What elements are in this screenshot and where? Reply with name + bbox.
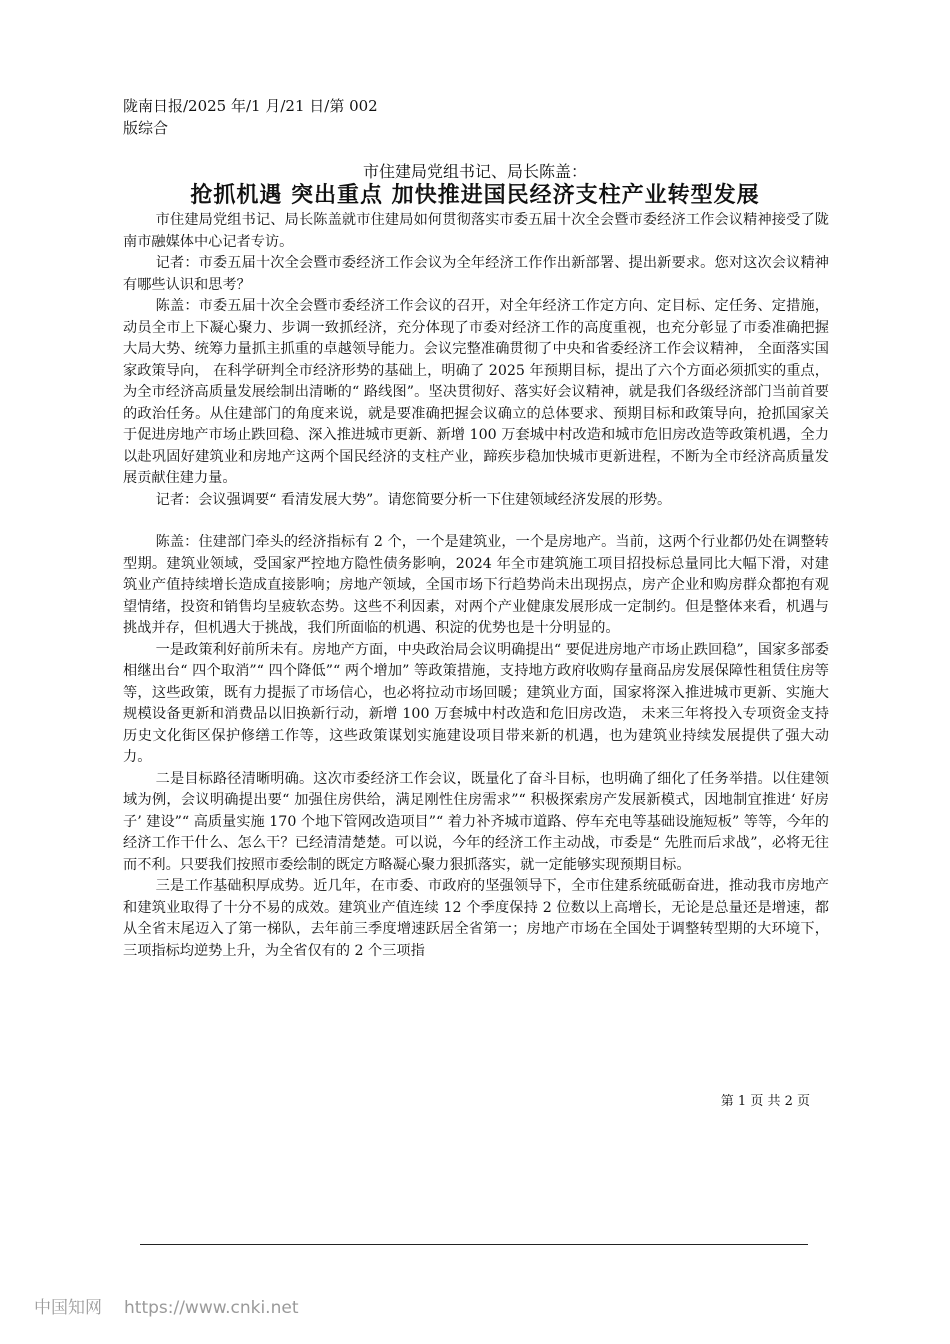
article-paragraph: 记者：市委五届十次全会暨市委经济工作会议为全年经济工作作出新部署、提出新要求。您对这次会议精神有哪些认识和思考？ <box>123 255 829 293</box>
article-subtitle: 市住建局党组书记、局长陈盖： <box>362 162 587 181</box>
article-paragraph: 陈盖：住建部门牵头的经济指标有 2 个，一个是建筑业，一个是房地产。当前，这两个行业都仍处在调整转型期。建筑业领域，受国家严控地方隐性债务影响，2024 年全市建筑施工项目招投标总量同比大幅下滑，对建筑业产值持续增长造成直接影响；房地产领域，全国市场下行趋势尚未出现拐点，房产企业和购房群众都抱有观望情绪，投资和销售均呈疲软态势。这些不利因素，对两个产业健康发展形成一定制约。但是整体来看，机遇与挑战并存，但机遇大于挑战，我们所面临的机遇、积淀的优势也是十分明显的。 <box>123 534 829 636</box>
article-paragraph: 一是政策利好前所未有。房地产方面，中央政治局会议明确提出“ 要促进房地产市场止跌回稳”，国家多部委相继出台“ 四个取消”“ 四个降低”“ 两个增加” 等政策措施，支持地方政府收购存量商品房发展保障性租赁住房等等，这些政策，既有力提振了市场信心，也必将拉动市场回暖；建筑业方面，国家将深入推进城市更新、实施大规模设备更新和消费品以旧换新行动，新增 100 万套城中村改造和危旧房改造， 未来三年将投入专项资金支持历史文化街区保护修缮工作等，这些政策谋划实施建设项目带来新的机遇，也为建筑业持续发展提供了强大动力。 <box>123 641 829 765</box>
watermark-url: https://www.cnki.net <box>124 1298 299 1318</box>
article-paragraph: 三是工作基础积厚成势。近几年，在市委、市政府的坚强领导下，全市住建系统砥砺奋进，推动我市房地产和建筑业取得了十分不易的成效。建筑业产值连续 12 个季度保持 2 位数以上高增长，无论是总量还是增速，都从全省末尾迈入了第一梯队，去年前三季度增速跃居全省第一；房地产市场在全国处于调整转型期的大环境下，三项指标均逆势上升，为全省仅有的 2 个三项指 <box>123 878 829 959</box>
article-paragraph: 二是目标路径清晰明确。这次市委经济工作会议，既量化了奋斗目标，也明确了细化了任务举措。以住建领域为例，会议明确提出要“ 加强住房供给，满足刚性住房需求”“ 积极探索房产发展新模式，因地制宜推进‘ 好房子’ 建设”“ 高质量实施 170 个地下管网改造项目”“ 着力补齐城市道路、停车充电等基础设施短板” 等等，今年的经济工作干什么、怎么干？已经清清楚楚。可以说，今年的经济工作主动战，市委是“ 先胜而后求战”，必将无往而不利。只要我们按照市委绘制的既定方略凝心聚力狠抓落实，就一定能够实现预期目标。 <box>123 770 829 873</box>
article-title: 抢抓机遇 突出重点 加快推进国民经济支柱产业转型发展 <box>190 183 760 208</box>
page-number: 第 1 页 共 2 页 <box>720 1094 810 1109</box>
cnki-watermark <box>34 1295 298 1321</box>
footer-divider <box>140 1244 808 1245</box>
article-body <box>123 210 829 962</box>
article-paragraph: 记者：会议强调要“ 看清发展大势”。请您简要分析一下住建领域经济发展的形势。 <box>155 491 672 508</box>
article-paragraph: 市住建局党组书记、局长陈盖就市住建局如何贯彻落实市委五届十次全会暨市委经济工作会议精神接受了陇南市融媒体中心记者专访。 <box>123 212 829 250</box>
publication-source-line: 陇南日报/2025 年/1 月/21 日/第 002 版综合 <box>123 97 378 137</box>
article-paragraph: 陈盖：市委五届十次全会暨市委经济工作会议的召开，对全年经济工作定方向、定目标、定任务、定措施，动员全市上下凝心聚力、步调一致抓经济，充分体现了市委对经济工作的高度重视，也充分彰显了市委准确把握大局大势、统筹力量抓主抓重的卓越领导能力。会议完整准确贯彻了中央和省委经济工作会议精神， 全面落实国家政策导向， 在科学研判全市经济形势的基础上，明确了 2025 年预期目标，提出了六个方面必须抓实的重点，为全市经济高质量发展绘制出清晰的“ 路线图”。坚决贯彻好、落实好会议精神，就是我们各级经济部门当前首要的政治任务。从住建部门的角度来说，就是要准确把握会议确立的总体要求、预期目标和政策导向，抢抓国家关于促进房地产市场止跌回稳、深入推进城市更新、新增 100 万套城中村改造和城市危旧房改造等政策机遇，全力以赴巩固好建筑业和房地产这两个国民经济的支柱产业，蹄疾步稳加快城市更新进程，不断为全市经济高质量发展贡献住建力量。 <box>123 298 829 486</box>
watermark-brand: 中国知网 <box>34 1298 102 1318</box>
